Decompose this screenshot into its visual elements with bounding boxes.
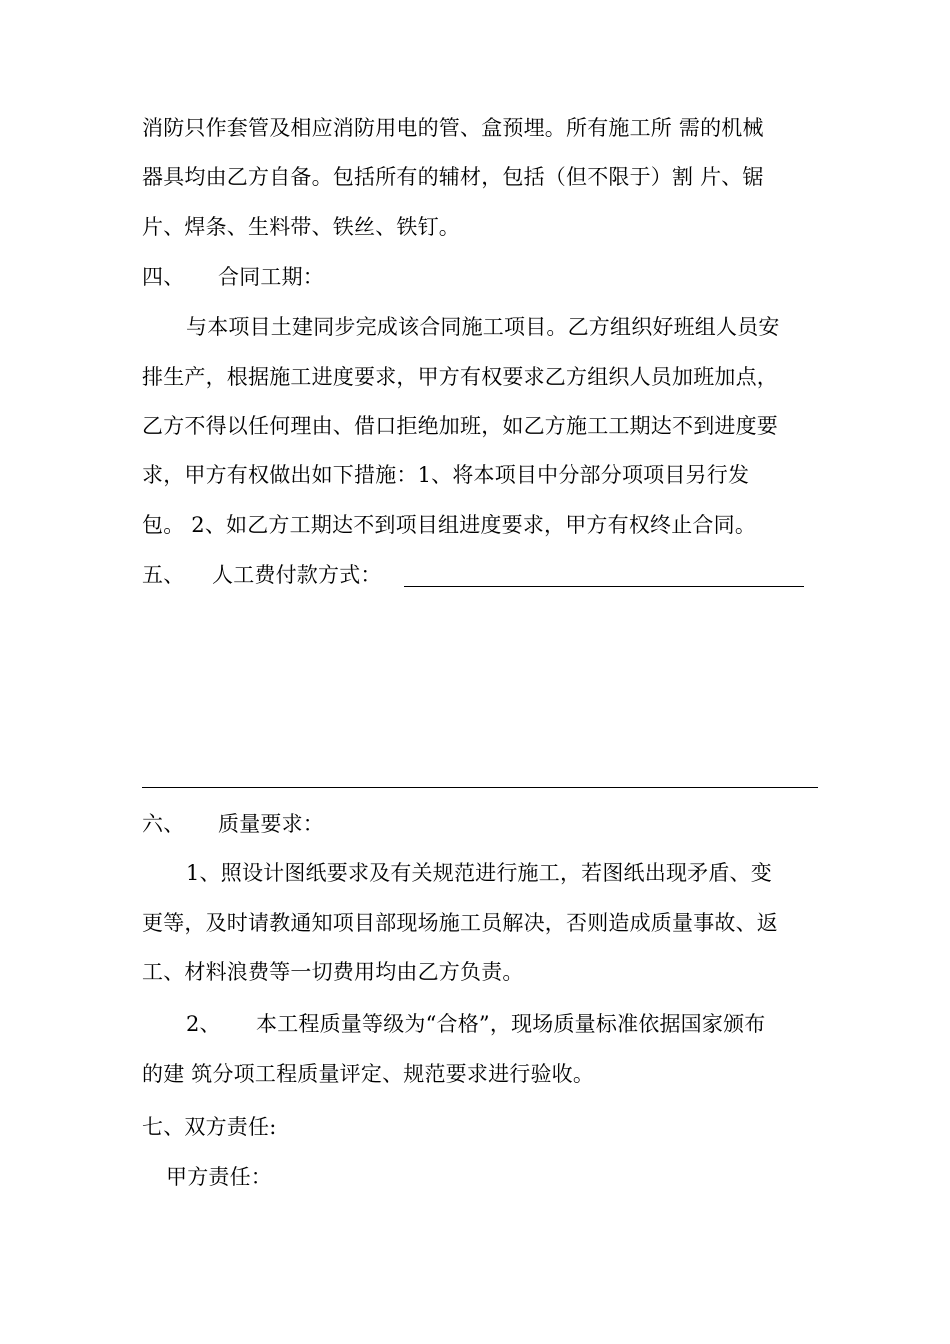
payment-method-blank — [404, 586, 804, 587]
section-7-heading: 七、双方责任: — [142, 1115, 277, 1139]
horizontal-rule — [142, 787, 818, 788]
paragraph-line: 片、焊条、生料带、铁丝、铁钉。 — [142, 215, 460, 239]
paragraph-line: 与本项目土建同步完成该合同施工项目。乙方组织好班组人员安 — [186, 315, 780, 339]
item-number: 2、 — [186, 1012, 221, 1036]
paragraph-line: 更等，及时请教通知项目部现场施工员解决，否则造成质量事故、返 — [142, 911, 778, 935]
paragraph-line: 排生产，根据施工进度要求，甲方有权要求乙方组织人员加班加点， — [142, 365, 778, 389]
paragraph-line: 消防只作套管及相应消防用电的管、盒预埋。所有施工所 需的机械 — [142, 116, 764, 140]
paragraph-line — [186, 1009, 866, 1039]
section-number: 五、 — [142, 563, 185, 587]
paragraph-line: 求，甲方有权做出如下措施：1、将本项目中分部分项项目另行发 — [142, 463, 750, 487]
section-4-heading — [142, 262, 822, 292]
paragraph-line: 工、材料浪费等一切费用均由乙方负责。 — [142, 960, 524, 984]
paragraph-line: 包。 2、如乙方工期达不到项目组进度要求，甲方有权终止合同。 — [142, 513, 757, 537]
party-a-heading: 甲方责任： — [166, 1165, 272, 1189]
section-number: 六、 — [142, 812, 185, 836]
paragraph-line: 1、照设计图纸要求及有关规范进行施工，若图纸出现矛盾、变 — [186, 861, 772, 885]
item-text: 本工程质量等级为“合格”，现场质量标准依据国家颁布 — [256, 1012, 766, 1036]
section-number: 四、 — [142, 265, 185, 289]
section-title: 质量要求： — [218, 812, 324, 836]
paragraph-line: 乙方不得以任何理由、借口拒绝加班，如乙方施工工期达不到进度要 — [142, 414, 778, 438]
paragraph-line: 器具均由乙方自备。包括所有的辅材，包括（但不限于）割 片、锯 — [142, 165, 764, 189]
section-6-heading — [142, 809, 822, 839]
section-title: 人工费付款方式： — [212, 563, 382, 587]
section-title: 合同工期： — [218, 265, 324, 289]
paragraph-line: 的建 筑分项工程质量评定、规范要求进行验收。 — [142, 1062, 595, 1086]
